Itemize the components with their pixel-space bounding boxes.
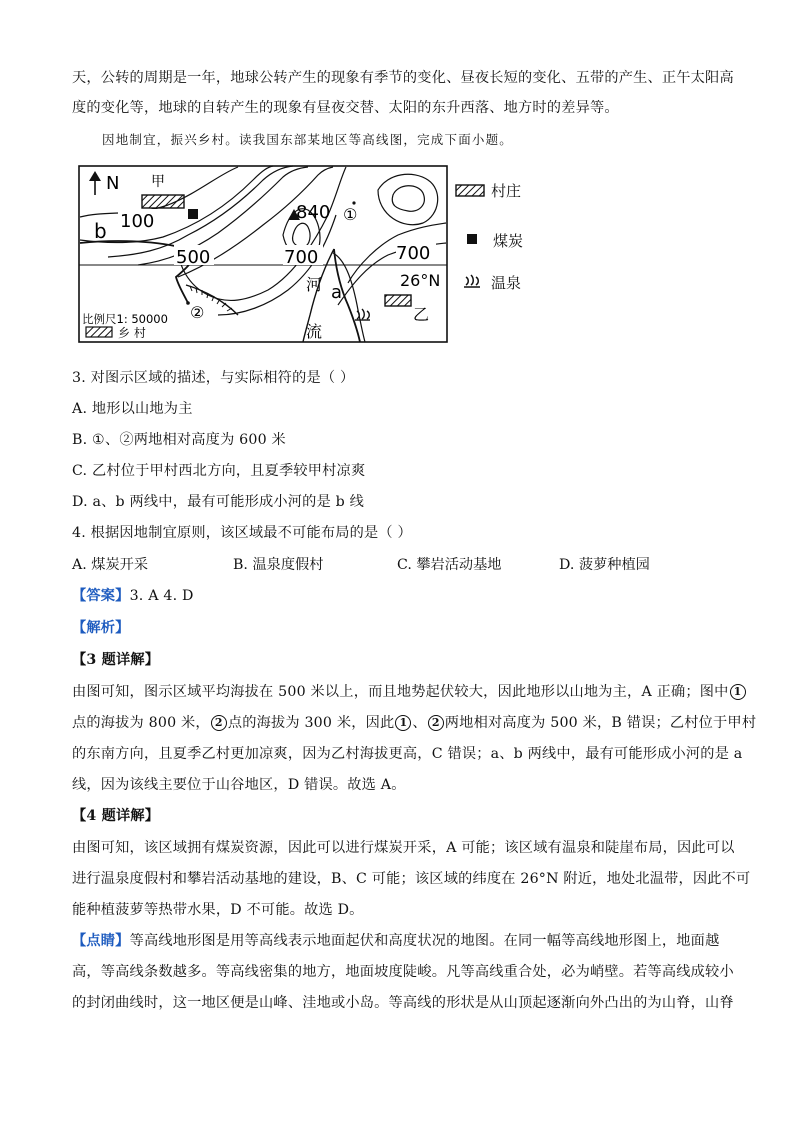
contour-label-100: 100 xyxy=(120,211,155,232)
north-label: N xyxy=(106,173,120,194)
contour-label-500: 500 xyxy=(176,247,211,268)
analysis-tag-line xyxy=(72,618,130,638)
detail-3-text-2c: 、 xyxy=(412,715,427,731)
scale-village-label: 乡 村 xyxy=(118,326,146,340)
village-jia-label: 甲 xyxy=(151,174,165,190)
q3-option-a: A. 地形以山地为主 xyxy=(72,401,193,417)
q4-option-b: B. 温泉度假村 xyxy=(233,557,324,573)
river-label-1: 河 xyxy=(306,275,323,294)
q3-option-c: C. 乙村位于甲村西北方向，且夏季较甲村凉爽 xyxy=(72,463,366,479)
legend-spring-label: 温泉 xyxy=(491,274,522,292)
line-a-label: a xyxy=(331,282,343,303)
point-2-label: ② xyxy=(190,303,205,322)
detail-4-line-3: 能种植菠萝等热带水果，D 不可能。故选 D。 xyxy=(72,902,364,918)
detail-3-text-2d: 两地相对高度为 500 米，B 错误；乙村位于甲村 xyxy=(444,715,757,731)
circled-2b: 2 xyxy=(428,715,444,731)
tip-line-2: 高，等高线条数越多。等高线密集的地方，地面坡度陡峻。凡等高线重合处，必为峭壁。若等高线成较小 xyxy=(72,964,734,980)
detail-3-text-2b: 点的海拔为 300 米，因此 xyxy=(227,715,395,731)
material-note: 因地制宜，振兴乡村。读我国东部某地区等高线图，完成下面小题。 xyxy=(102,132,514,147)
q3-option-d: D. a、b 两线中，最有可能形成小河的是 b 线 xyxy=(72,494,365,510)
detail-3-text-1: 由图可知，图示区域平均海拔在 500 米以上，而且地势起伏较大，因此地形以山地为主，A 正确；图中 xyxy=(72,684,729,700)
coal-symbol xyxy=(188,209,198,219)
latitude-label: 26°N xyxy=(400,271,441,290)
contour-map xyxy=(78,165,448,343)
tip-tag: 【点睛】 xyxy=(72,933,130,949)
peak-label-840: 840 xyxy=(296,202,331,223)
analysis-tag: 【解析】 xyxy=(72,620,130,636)
q4-option-c: C. 攀岩活动基地 xyxy=(397,557,502,573)
tip-text-1: 等高线地形图是用等高线表示地面起伏和高度状况的地图。在同一幅等高线地形图上，地面越 xyxy=(129,933,720,949)
detail-4-title: 【4 题详解】 xyxy=(72,808,160,824)
q3-stem: 3. 对图示区域的描述，与实际相符的是（ ） xyxy=(72,370,355,386)
map-legend xyxy=(455,180,575,300)
village-jia-symbol xyxy=(142,195,184,208)
tip-line-3: 的封闭曲线时，这一地区便是山峰、洼地或小岛。等高线的形状是从山顶起逐渐向外凸出的为山脊，山脊 xyxy=(72,995,734,1011)
intro-line-1: 天，公转的周期是一年，地球公转产生的现象有季节的变化、昼夜长短的变化、五带的产生、正午太阳高 xyxy=(72,70,734,86)
detail-4-line-1: 由图可知，该区域拥有煤炭资源，因此可以进行煤炭开采，A 可能；该区域有温泉和陡崖布局，因此可以 xyxy=(72,840,735,856)
circled-1b: 1 xyxy=(395,715,411,731)
answer-tag: 【答案】 xyxy=(72,588,130,604)
detail-3-text-2a: 点的海拔为 800 米， xyxy=(72,715,210,731)
scale-village-symbol xyxy=(86,327,112,337)
village-yi-symbol xyxy=(385,295,411,306)
legend-coal-icon xyxy=(467,234,477,244)
point-1-label: ① xyxy=(343,205,358,224)
circled-2: 2 xyxy=(211,715,227,731)
intro-line-2: 度的变化等，地球的自转产生的现象有昼夜交替、太阳的东升西落、地方时的差异等。 xyxy=(72,100,619,116)
contour-label-700-b: 700 xyxy=(396,243,431,264)
detail-3-line-2 xyxy=(72,713,756,733)
detail-3-line-4: 线，因为该线主要位于山谷地区，D 错误。故选 A。 xyxy=(72,777,406,793)
q4-stem: 4. 根据因地制宜原则，该区域最不可能布局的是（ ） xyxy=(72,525,412,541)
q4-option-a: A. 煤炭开采 xyxy=(72,557,149,573)
answer-text: 3. A 4. D xyxy=(129,588,194,604)
legend-village-icon xyxy=(455,184,487,198)
answer-line xyxy=(72,586,194,606)
river-label-2: 流 xyxy=(306,322,323,341)
tip-line-1 xyxy=(72,931,719,951)
legend-village-label: 村庄 xyxy=(491,182,522,200)
detail-3-line-1 xyxy=(72,682,747,702)
q3-option-b: B. ①、②两地相对高度为 600 米 xyxy=(72,432,286,448)
line-b-label: b xyxy=(94,219,107,243)
detail-3-line-3: 的东南方向，且夏季乙村更加凉爽，因为乙村海拔更高，C 错误；a、b 两线中，最有可能形成小河的是 a xyxy=(72,746,743,762)
legend-spring-icon xyxy=(463,274,483,290)
detail-4-line-2: 进行温泉度假村和攀岩活动基地的建设，B、C 可能；该区域的纬度在 26°N 附近，地处北温带，因此不可 xyxy=(72,871,751,887)
detail-3-title: 【3 题详解】 xyxy=(72,652,160,668)
contour-label-700-a: 700 xyxy=(284,247,319,268)
legend-coal-label: 煤炭 xyxy=(493,232,524,250)
circled-1: 1 xyxy=(730,684,746,700)
scale-label: 比例尺1: 50000 xyxy=(82,312,168,326)
village-yi-label: 乙 xyxy=(413,305,430,324)
q4-option-d: D. 菠萝种植园 xyxy=(559,557,650,573)
